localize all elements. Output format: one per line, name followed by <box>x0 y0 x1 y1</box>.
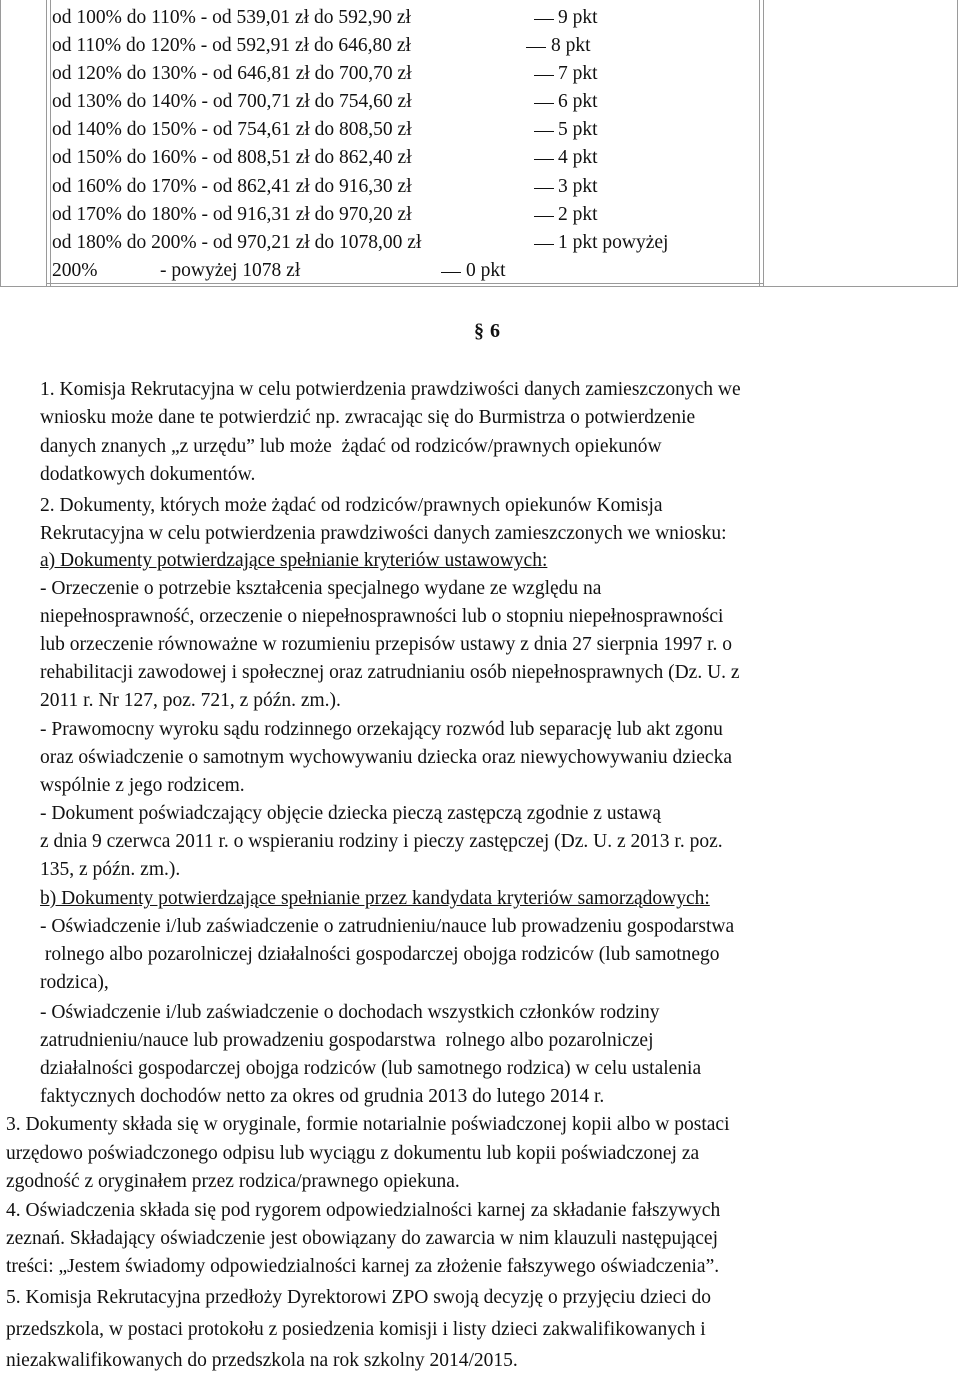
points-value: 5 pkt <box>558 119 598 140</box>
dash <box>534 159 554 160</box>
text-line: lub orzeczenie równoważne w rozumieniu przepisów ustawy z dnia 27 sierpnia 1997 r. o <box>40 634 733 655</box>
points-value: 7 pkt <box>558 63 598 84</box>
dash <box>534 216 554 217</box>
text-line: - Prawomocny wyroku sądu rodzinnego orzekający rozwód lub separację lub akt zgonu <box>40 719 723 740</box>
text-line: zatrudnieniu/nauce lub prowadzeniu gospodarstwa rolnego albo pozarolniczej <box>40 1030 654 1051</box>
text-line: 4. Oświadczenia składa się pod rygorem odpowiedzialności karnej za składanie fałszywych <box>6 1200 721 1221</box>
dash <box>534 131 554 132</box>
dash <box>534 188 554 189</box>
text-line: rolnego albo pozarolniczej działalności gospodarczej obojga rodziców (lub samotnego <box>40 944 720 965</box>
text-line: wspólnie z jego rodzicem. <box>40 775 245 796</box>
income-range-row: 200% <box>52 260 98 281</box>
table-border <box>46 283 763 284</box>
income-range-row: od 180% do 200% - od 970,21 zł do 1078,00 zł <box>52 232 422 253</box>
income-range-row: od 160% do 170% - od 862,41 zł do 916,30 zł <box>52 176 412 197</box>
section-heading <box>474 320 500 343</box>
income-range-row: od 130% do 140% - od 700,71 zł do 754,60 zł <box>52 91 412 112</box>
income-range-row: od 150% do 160% - od 808,51 zł do 862,40 zł <box>52 147 412 168</box>
text-line: 2011 r. Nr 127, poz. 721, z późn. zm.). <box>40 690 341 711</box>
points-value: 2 pkt <box>558 204 598 225</box>
text-line: 2. Dokumenty, których może żądać od rodziców/prawnych opiekunów Komisja <box>40 495 663 516</box>
text-line: 5. Komisja Rekrutacyjna przedłoży Dyrektorowi ZPO swoją decyzję o przyjęciu dzieci do <box>6 1287 712 1308</box>
dash <box>526 47 546 48</box>
text-line: wniosku może dane te potwierdzić np. zwracając się do Burmistrza o potwierdzenie <box>40 407 696 428</box>
text-line: treści: „Jestem świadomy odpowiedzialności karnej za złożenie fałszywego oświadczenia”. <box>6 1256 720 1277</box>
dash <box>534 75 554 76</box>
text-line: - Orzeczenie o potrzebie kształcenia specjalnego wydane ze względu na <box>40 578 602 599</box>
dash <box>534 19 554 20</box>
text-line: rodzica), <box>40 972 109 993</box>
dash <box>441 272 461 273</box>
text-line: działalności gospodarczej obojga rodziców (lub samotnego rodzica) w celu ustalenia <box>40 1058 702 1079</box>
text-line: oraz oświadczenie o samotnym wychowywaniu dziecka oraz niewychowywaniu dziecka <box>40 747 732 768</box>
table-border <box>763 0 764 287</box>
text-line: rehabilitacji zawodowej i społecznej oraz zatrudnianiu osób niepełnosprawnych (Dz. U. z <box>40 662 740 683</box>
text-line: przedszkola, w postaci protokołu z posiedzenia komisji i listy dzieci zakwalifikowanych i <box>6 1319 706 1340</box>
text-line: - Oświadczenie i/lub zaświadczenie o zatrudnieniu/nauce lub prowadzeniu gospodarstwa <box>40 916 735 937</box>
text-line: niepełnosprawność, orzeczenie o niepełnosprawności lub o stopniu niepełnosprawności <box>40 606 724 627</box>
income-range-row: - powyżej 1078 zł <box>160 260 301 281</box>
points-value: 4 pkt <box>558 147 598 168</box>
text-line: dodatkowych dokumentów. <box>40 464 256 485</box>
points-value: 9 pkt <box>558 7 598 28</box>
income-range-row: od 110% do 120% - od 592,91 zł do 646,80 zł <box>52 35 411 56</box>
points-value: 6 pkt <box>558 91 598 112</box>
table-border <box>50 0 51 287</box>
subsection-heading-a: a) Dokumenty potwierdzające spełnianie kryteriów ustawowych: <box>40 550 548 571</box>
dash <box>534 103 554 104</box>
income-range-row: od 100% do 110% - od 539,01 zł do 592,90 zł <box>52 7 411 28</box>
text-line: 1. Komisja Rekrutacyjna w celu potwierdzenia prawdziwości danych zamieszczonych we <box>40 379 741 400</box>
subsection-heading-b: b) Dokumenty potwierdzające spełnianie przez kandydata kryteriów samorządowych: <box>40 888 710 909</box>
text-line: zgodność z oryginałem przez rodzica/prawnego opiekuna. <box>6 1171 460 1192</box>
points-value: 0 pkt <box>466 260 506 281</box>
text-line: z dnia 9 czerwca 2011 r. o wspieraniu rodziny i pieczy zastępczej (Dz. U. z 2013 r. poz. <box>40 831 723 852</box>
text-line: - Dokument poświadczający objęcie dziecka pieczą zastępczą zgodnie z ustawą <box>40 803 661 824</box>
text-line: faktycznych dochodów netto za okres od grudnia 2013 do lutego 2014 r. <box>40 1086 605 1107</box>
text-line: urzędowo poświadczonego odpisu lub wyciągu z dokumentu lub kopii poświadczonej za <box>6 1143 700 1164</box>
dash <box>534 244 554 245</box>
text-line: Rekrutacyjna w celu potwierdzenia prawdziwości danych zamieszczonych we wniosku: <box>40 523 727 544</box>
text-line: 135, z późn. zm.). <box>40 859 181 880</box>
table-border <box>46 0 47 287</box>
text-line: danych znanych „z urzędu” lub może żądać od rodziców/prawnych opiekunów <box>40 436 662 457</box>
points-value: 3 pkt <box>558 176 598 197</box>
text-line: 3. Dokumenty składa się w oryginale, formie notarialnie poświadczonej kopii albo w postaci <box>6 1114 730 1135</box>
income-range-row: od 140% do 150% - od 754,61 zł do 808,50 zł <box>52 119 412 140</box>
text-line: - Oświadczenie i/lub zaświadczenie o dochodach wszystkich członków rodziny <box>40 1002 660 1023</box>
table-border <box>759 0 760 287</box>
text-line: zeznań. Składający oświadczenie jest obowiązany do zawarcia w nim klauzuli następującej <box>6 1228 718 1249</box>
points-value: 1 pkt powyżej <box>558 232 669 253</box>
points-value: 8 pkt <box>551 35 591 56</box>
section-symbol: § <box>474 320 484 342</box>
income-range-row: od 120% do 130% - od 646,81 zł do 700,70 zł <box>52 63 412 84</box>
section-number: 6 <box>490 320 500 342</box>
text-line: niezakwalifikowanych do przedszkola na rok szkolny 2014/2015. <box>6 1350 518 1371</box>
income-range-row: od 170% do 180% - od 916,31 zł do 970,20 zł <box>52 204 412 225</box>
